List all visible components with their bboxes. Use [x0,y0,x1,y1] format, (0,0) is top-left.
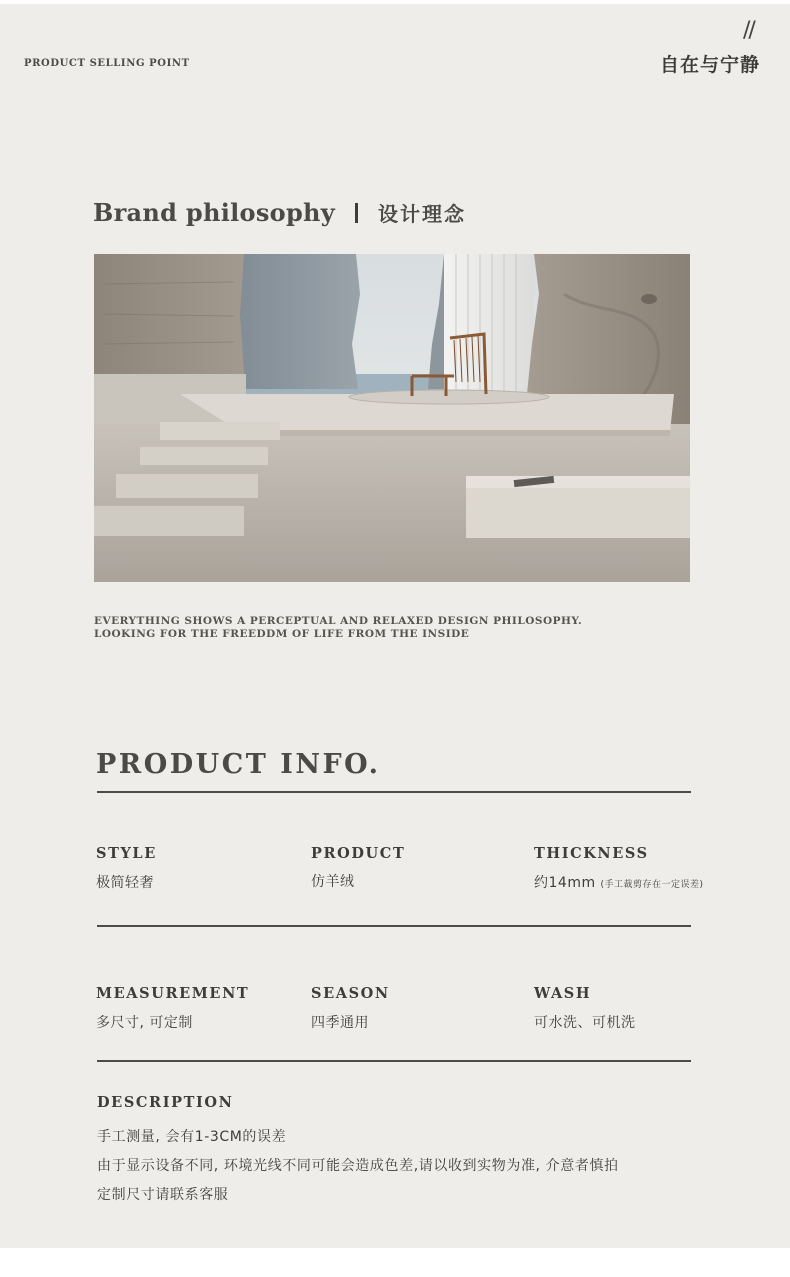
product-info-title: PRODUCT INFO. [96,749,381,780]
thickness-amount: 约14mm [534,875,596,891]
tagline: 自在与宁静 [659,54,760,76]
description-title: DESCRIPTION [97,1094,234,1111]
product-label: PRODUCT [311,845,406,862]
wash-value: 可水洗、可机洗 [534,1015,636,1031]
style-label: STYLE [96,845,157,862]
description-line-2: 由于显示设备不同, 环境光线不同可能会造成色差,请以收到实物为准, 介意者慎拍 [97,1158,619,1174]
season-label: SEASON [311,985,390,1002]
measurement-value: 多尺寸, 可定制 [96,1015,193,1031]
section-kicker: PRODUCT SELLING POINT [24,58,190,69]
thickness-note: (手工裁剪存在一定误差) [600,880,704,890]
description-line-3: 定制尺寸请联系客服 [97,1187,229,1203]
thickness-label: THICKNESS [534,845,649,862]
wash-label: WASH [534,985,592,1002]
brand-heading [93,198,466,227]
title-divider [355,203,358,223]
style-value: 极简轻奢 [96,875,154,891]
divider-1 [97,791,691,793]
product-value: 仿羊绒 [311,874,355,890]
measurement-label: MEASUREMENT [96,985,250,1002]
brand-title-en: Brand philosophy [93,198,336,227]
philosophy-text [94,615,582,641]
slash-decoration: // [743,18,754,43]
divider-2 [97,925,691,927]
philosophy-line-2: LOOKING FOR THE FREEDDM OF LIFE FROM THE INSIDE [94,628,470,640]
divider-3 [97,1060,691,1062]
thickness-value [534,872,704,892]
description-line-1: 手工测量, 会有1-3CM的误差 [97,1129,287,1145]
philosophy-line-1: EVERYTHING SHOWS A PERCEPTUAL AND RELAXED DESIGN PHILOSOPHY. [94,615,583,627]
brand-title-cn: 设计理念 [378,202,467,226]
bottom-border [0,1248,790,1277]
interior-photo [94,254,690,582]
season-value: 四季通用 [311,1015,369,1031]
